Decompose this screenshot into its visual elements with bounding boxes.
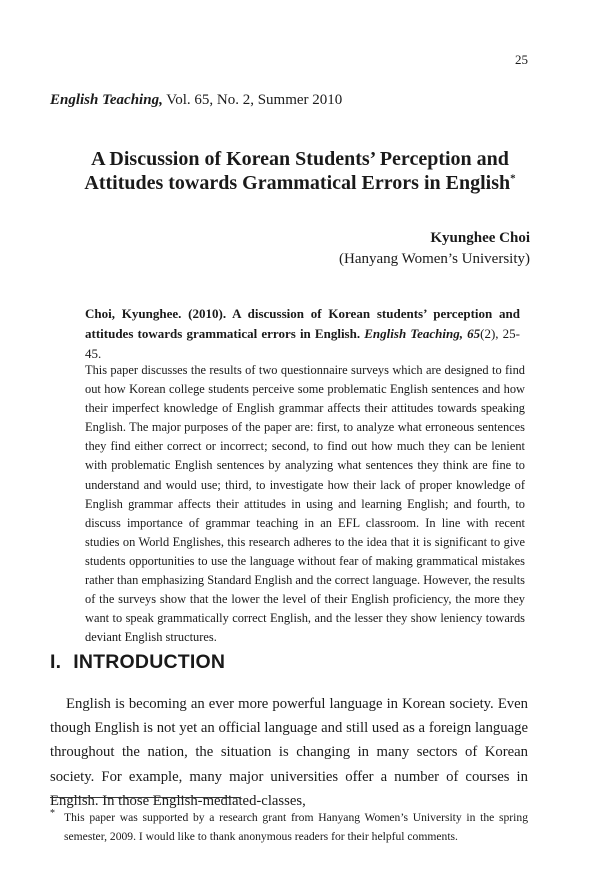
title-footnote-marker: * [510,172,516,185]
intro-paragraph: English is becoming an ever more powerful language in Korean society. Even though English is not yet an official language and still used as a foreign language throughout the nation, the situation is changing in many sectors of Korean society. For example, many major universities offer a number of courses in English. In those English-mediated-classes, [50,696,528,809]
footnote-text: This paper was supported by a research grant from Hanyang Women’s University in the spring semester, 2009. I would like to thank anonymous readers for their helpful comments. [64,811,528,843]
citation-issue: (2), 25-45. [85,326,521,361]
section-number: I. [50,651,62,673]
footnote-divider [50,797,240,798]
author-affiliation: (Hanyang Women’s University) [339,251,530,267]
title-line-2-text: Attitudes towards Grammatical Errors in English [84,172,511,194]
citation [85,304,520,364]
journal-details: Vol. 65, No. 2, Summer 2010 [162,92,343,108]
footnote-marker: * [50,808,55,819]
title-line-1: A Discussion of Korean Students’ Perception and [91,148,509,170]
journal-name: English Teaching, [50,92,163,108]
author-name: Kyunghee Choi [430,230,530,246]
footnote [50,808,528,846]
citation-text: Choi, Kyunghee. (2010). A discussion of Korean students’ perception and attitudes towards grammatical errors in English. [85,306,520,341]
section-heading [50,651,225,674]
paper-title [60,147,540,195]
author-block [339,228,530,270]
citation-journal: English Teaching, 65 [364,326,481,341]
journal-header [50,92,342,109]
abstract: This paper discusses the results of two questionnaire surveys which are designed to find out how Korean college students perceive some problematic English sentences and how their imperfect knowledge of English grammar affects their attitudes towards speaking English. The major purposes of the paper are: first, to analyze what erroneous sentences they find either correct or incorrect; second, to find out how much they can be lenient with problematic English sentences by analyzing what sentences they think are fine to understand and would use; third, to investigate how their lack of proper knowledge of English grammar affects their attitudes in using and learning English; and fourth, to discuss importance of grammar teaching in an EFL classroom. In line with recent studies on World Englishes, this research adheres to the idea that it is significant to give students opportunities to use the language without fear of making grammatical mistakes rather than emphasizing Standard English and the correct language. However, the results of the surveys show that the lower the level of their English proficiency, the more they want to speak grammatically correct English, and the lesser they show leniency towards deviant English structures. [85,363,525,645]
section-title: INTRODUCTION [73,651,226,673]
page-number: 25 [515,52,528,67]
title-line-2 [60,171,540,195]
